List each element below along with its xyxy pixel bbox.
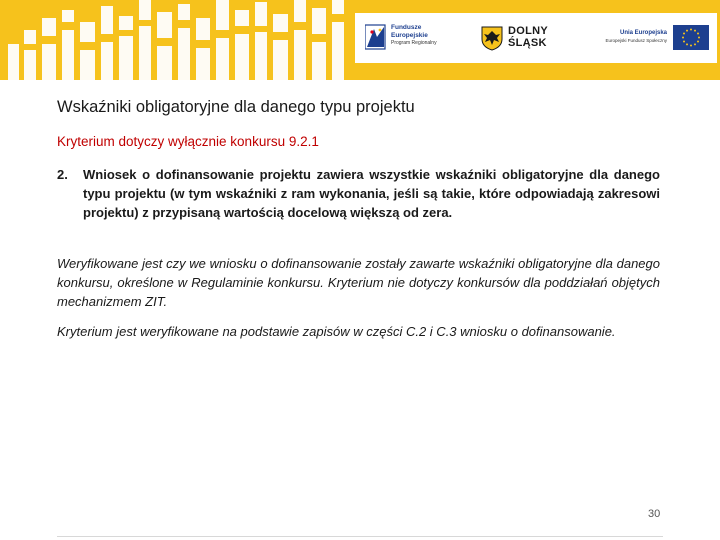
- fe-line3: Program Regionalny: [391, 40, 437, 46]
- ds-line1: DOLNY: [508, 25, 548, 37]
- fe-star-icon: [365, 23, 387, 51]
- verification-paragraph: Weryfikowane jest czy we wniosku o dofinansowanie zostały zawarte wskaźniki obligatoryjne dla danego konkursu, określone w Regulaminie konkursu. Kryterium nie dotyczy konkursów dla poddziałań objętych mechanizmem ZIT.: [57, 256, 660, 309]
- eagle-shield-icon: [480, 25, 504, 51]
- item-text: Wniosek o dofinansowanie projektu zawiera wszystkie wskaźniki obligatoryjne dla danego typu projektu (w tym wskaźniki z ram wykonania, jeśli są takie, które odpowiadają zakresowi projektu) z przypisaną wartością docelową większą od zera.: [83, 167, 660, 220]
- eu-flag-icon: [673, 25, 709, 50]
- unia-europejska-logo: [580, 13, 715, 63]
- slide-title: Wskaźniki obligatoryjne dla danego typu projektu: [57, 98, 415, 116]
- header-banner: [0, 0, 720, 80]
- page-number: 30: [648, 508, 661, 520]
- verification-basis-paragraph: Kryterium jest weryfikowane na podstawie zapisów w części C.2 i C.3 wniosku o dofinansowanie.: [57, 324, 616, 339]
- fe-line1: Fundusze: [391, 24, 422, 31]
- fe-line2: Europejskie: [391, 31, 428, 39]
- dolny-slask-logo: [480, 13, 570, 63]
- ue-line2: Europejski Fundusz Społeczny: [605, 38, 667, 43]
- footer-divider: [57, 536, 663, 537]
- ue-line1: Unia Europejska: [619, 30, 667, 36]
- numbered-item: [57, 165, 660, 222]
- logos-panel: [355, 13, 717, 63]
- ds-line2: ŚLĄSK: [508, 37, 547, 49]
- item-number: 2.: [57, 167, 68, 182]
- criterion-heading: Kryterium dotyczy wyłącznie konkursu 9.2.1: [57, 134, 319, 149]
- decorative-blocks-pattern: [0, 0, 360, 80]
- fundusze-europejskie-logo: [365, 13, 465, 63]
